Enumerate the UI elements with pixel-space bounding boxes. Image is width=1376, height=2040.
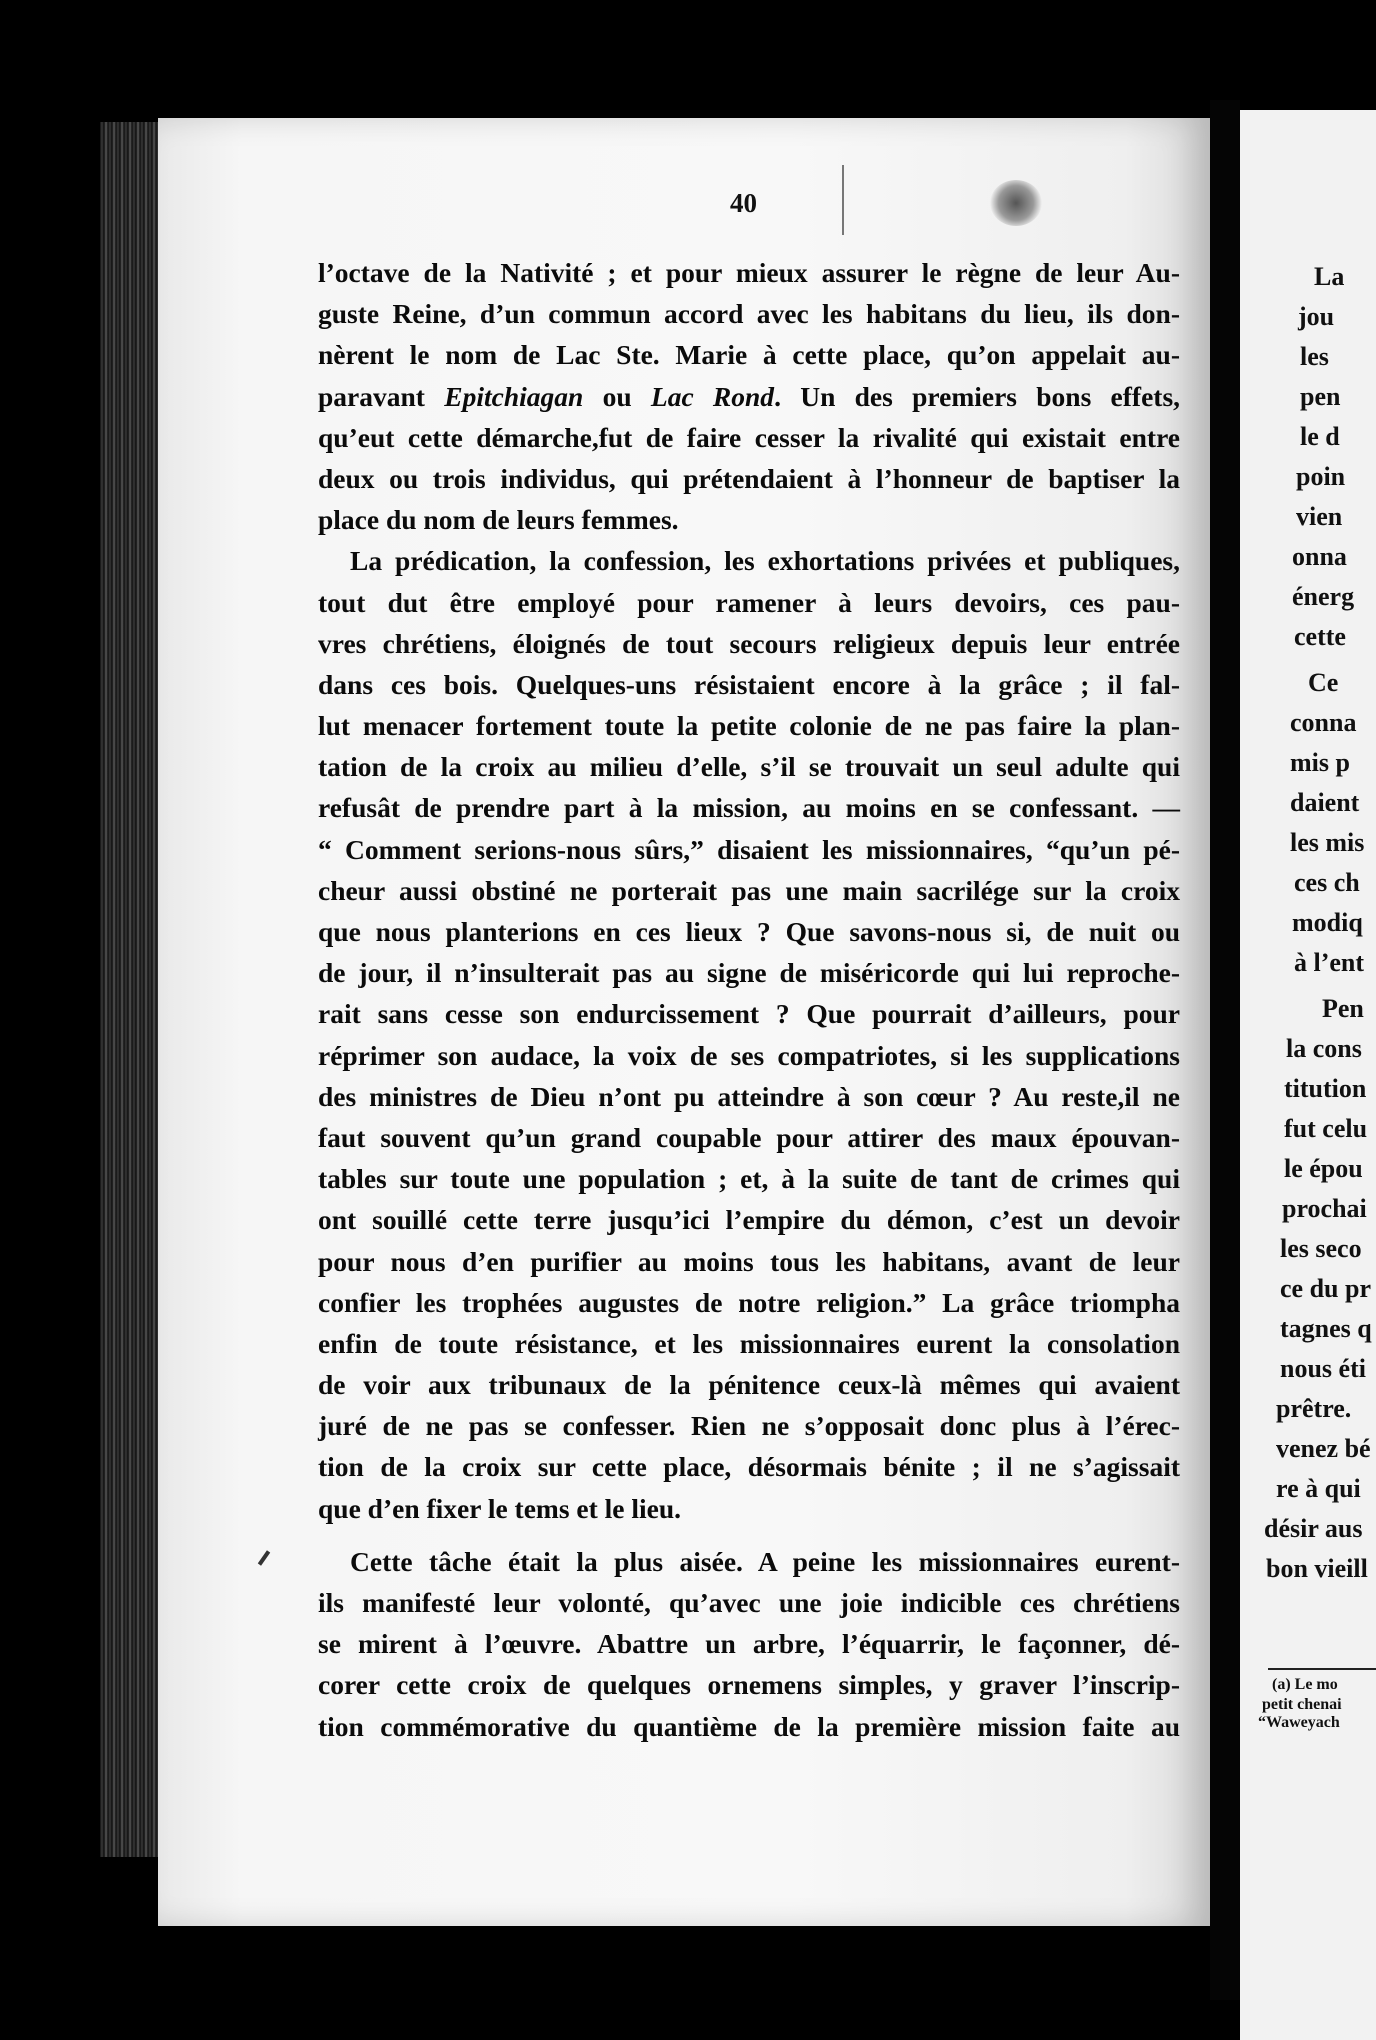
right-page-line: daient xyxy=(1290,788,1360,817)
book-gutter xyxy=(1210,100,1240,2000)
text-line: paravant Epitchiagan ou Lac Rond. Un des premiers bons effets, xyxy=(318,380,1181,412)
text-line: l’octave de la Nativité ; et pour mieux assurer le règne de leur Au- xyxy=(318,257,1180,288)
right-page-line: nous éti xyxy=(1280,1354,1366,1383)
page-number: 40 xyxy=(730,188,757,218)
right-page-line: jou xyxy=(1298,302,1335,331)
right-page-line: cette xyxy=(1294,622,1346,651)
right-page-footnote-line: (a) Le mo xyxy=(1272,1676,1338,1693)
right-page-line: onna xyxy=(1292,542,1347,571)
text-line: guste Reine, d’un commun accord avec les habitans du lieu, ils don- xyxy=(318,298,1180,330)
text-line: de jour, il n’insulterait pas au signe de miséricorde qui lui reproche- xyxy=(318,957,1180,989)
right-page-line: désir aus xyxy=(1264,1514,1363,1543)
text-line: Cette tâche était la plus aisée. A peine les missionnaires eurent- xyxy=(350,1545,1180,1577)
text-line: tables sur toute une population ; et, à la suite de tant de crimes qui xyxy=(318,1163,1180,1195)
text-line: réprimer son audace, la voix de ses compatriotes, si les supplications xyxy=(318,1039,1180,1071)
right-page-footnote-line: “Waweyach xyxy=(1258,1714,1340,1731)
text-line: rait sans cesse son endurcissement ? Que pourrait d’ailleurs, pour xyxy=(318,998,1180,1030)
text-line: “ Comment serions-nous sûrs,” disaient les missionnaires, “qu’un pé- xyxy=(318,833,1180,865)
text-line: pour nous d’en purifier au moins tous les habitans, avant de leur xyxy=(318,1245,1180,1277)
right-page-line: bon vieill xyxy=(1266,1554,1368,1583)
text-line: refusât de prendre part à la mission, au moins en se confessant. — xyxy=(318,792,1180,824)
text-line: vres chrétiens, éloignés de tout secours religieux depuis leur entrée xyxy=(318,627,1180,659)
text-line: se mirent à l’œuvre. Abattre un arbre, l’équarrir, le façonner, dé- xyxy=(318,1628,1180,1660)
right-page-line: vien xyxy=(1296,502,1343,531)
page-edges xyxy=(100,122,162,1857)
right-page-line: prochai xyxy=(1282,1194,1367,1223)
right-page-line: venez bé xyxy=(1276,1434,1371,1463)
right-page-line: mis p xyxy=(1290,748,1350,777)
right-page-line: les mis xyxy=(1290,828,1365,857)
text-line: corer cette croix de quelques ornemens simples, y graver l’inscrip- xyxy=(318,1669,1180,1701)
right-page-line: conna xyxy=(1290,708,1357,737)
text-line: qu’eut cette démarche,fut de faire cesser la rivalité qui existait entre xyxy=(318,421,1180,453)
text-line: que d’en fixer le tems et le lieu. xyxy=(318,1492,682,1524)
right-page-line: re à qui xyxy=(1276,1474,1361,1503)
right-page-line: fut celu xyxy=(1284,1114,1368,1143)
right-page-line: tagnes q xyxy=(1280,1314,1372,1343)
right-page-line: poin xyxy=(1296,462,1346,491)
right-page-line: ce du pr xyxy=(1280,1274,1371,1303)
text-line: tout dut être employé pour ramener à leurs devoirs, ces pau- xyxy=(318,586,1180,618)
right-page-line: pen xyxy=(1300,382,1341,411)
body-text xyxy=(318,252,1180,1747)
text-line: tation de la croix au milieu d’elle, s’il se trouvait un seul adulte qui xyxy=(318,751,1180,783)
right-page-line: le d xyxy=(1300,422,1340,451)
text-line: tion de la croix sur cette place, désormais bénite ; il ne s’agissait xyxy=(318,1451,1180,1483)
margin-tick xyxy=(842,165,844,235)
text-line: cheur aussi obstiné ne porterait pas une main sacrilége sur la croix xyxy=(318,874,1180,906)
paragraph-gap xyxy=(318,1529,1180,1541)
right-page-line: La xyxy=(1314,262,1345,291)
text-line: confier les trophées augustes de notre religion.” La grâce triompha xyxy=(318,1286,1180,1318)
ink-spot xyxy=(990,180,1042,226)
text-line: lut menacer fortement toute la petite colonie de ne pas faire la plan- xyxy=(318,710,1180,742)
text-line: dans ces bois. Quelques-uns résistaient encore à la grâce ; il fal- xyxy=(318,668,1180,700)
text-line: des ministres de Dieu n’ont pu atteindre à son cœur ? Au reste,il ne xyxy=(318,1080,1180,1112)
text-line: ils manifesté leur volonté, qu’avec une joie indicible ces chrétiens xyxy=(318,1587,1180,1618)
right-page-line: Pen xyxy=(1322,994,1364,1023)
text-line: que nous planterions en ces lieux ? Que savons-nous si, de nuit ou xyxy=(318,916,1180,947)
text-line: La prédication, la confession, les exhortations privées et publiques, xyxy=(350,545,1180,577)
right-page-line: les xyxy=(1300,342,1329,371)
right-page-line: Ce xyxy=(1308,668,1339,697)
right-page-line: modiq xyxy=(1292,908,1363,937)
text-line: tion commémorative du quantième de la première mission faite au xyxy=(318,1710,1180,1742)
text-line: ont souillé cette terre jusqu’ici l’empire du démon, c’est un devoir xyxy=(318,1204,1180,1236)
right-page-line: prêtre. xyxy=(1276,1394,1352,1423)
text-line: de voir aux tribunaux de la pénitence ceux-là mêmes qui avaient xyxy=(318,1369,1180,1401)
text-line: enfin de toute résistance, et les missionnaires eurent la consolation xyxy=(318,1327,1180,1359)
right-page-line: titution xyxy=(1284,1074,1367,1103)
right-page-line: ces ch xyxy=(1294,868,1360,897)
right-page-line: à l’ent xyxy=(1294,948,1365,977)
right-page-footnote-line: petit chenai xyxy=(1262,1696,1342,1713)
text-line: juré de ne pas se confesser. Rien ne s’opposait donc plus à l’érec- xyxy=(318,1410,1180,1442)
text-line: faut souvent qu’un grand coupable pour attirer des maux épouvan- xyxy=(318,1121,1180,1153)
right-page-line: le épou xyxy=(1284,1154,1363,1183)
text-line: place du nom de leurs femmes. xyxy=(318,504,679,536)
text-line: deux ou trois individus, qui prétendaient à l’honneur de baptiser la xyxy=(318,462,1180,494)
right-page-line: les seco xyxy=(1280,1234,1362,1263)
text-line: nèrent le nom de Lac Ste. Marie à cette place, qu’on appelait au- xyxy=(318,339,1180,371)
right-page-line: la cons xyxy=(1286,1034,1362,1063)
right-page-line: énerg xyxy=(1292,582,1355,611)
footnote-rule xyxy=(1268,1668,1376,1670)
